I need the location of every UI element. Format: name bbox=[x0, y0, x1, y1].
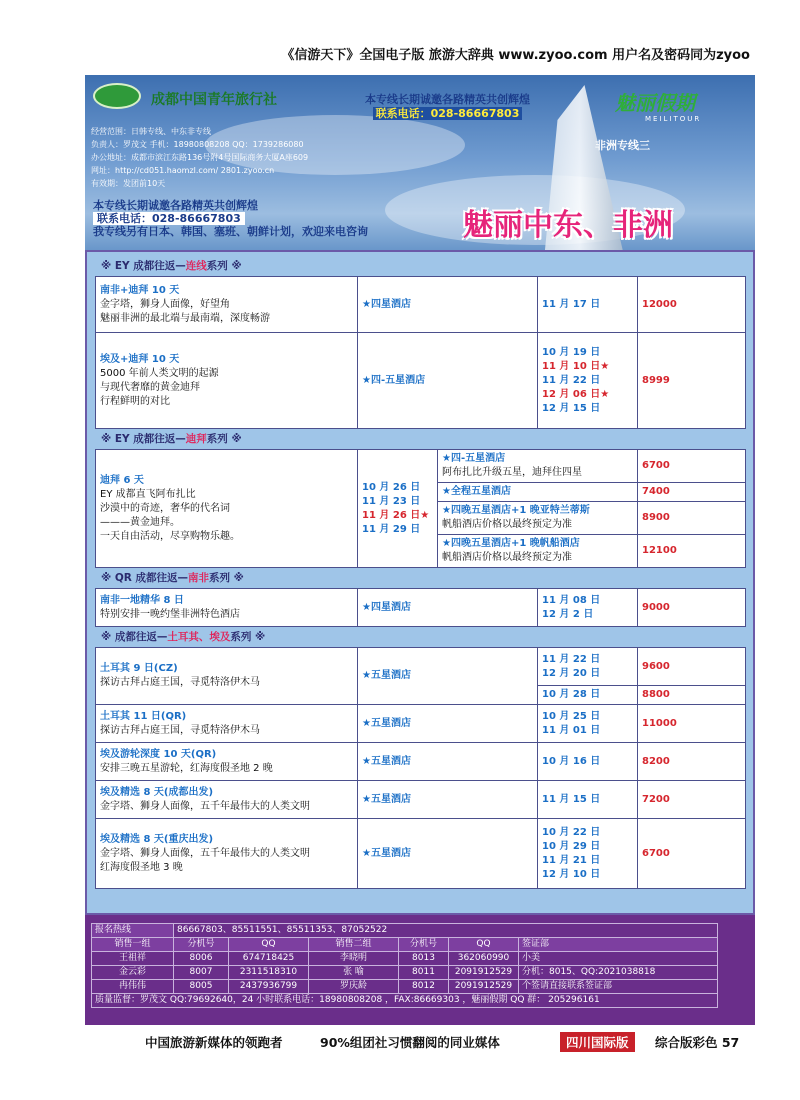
price-cell: 7400 bbox=[638, 483, 746, 502]
edition-badge: 四川国际版 bbox=[560, 1032, 635, 1052]
price-cell: 9600 bbox=[638, 648, 746, 686]
route-desc: ———黄金迪拜。 bbox=[100, 516, 180, 528]
table-row: 冉伟伟 8005 2437936799 罗庆龄 8012 2091912529 个签请直接联系签证部 bbox=[92, 980, 718, 994]
page-number: 综合版彩色 57 bbox=[655, 1035, 740, 1050]
table-row bbox=[96, 277, 746, 333]
route-desc: 特别安排一晚约堡非洲特色酒店 bbox=[100, 608, 240, 620]
agency-info-line: 办公地址：成都市滨江东路136号附4号国际商务大厦A座609 bbox=[91, 153, 309, 162]
contact-panel bbox=[85, 915, 755, 1025]
route-desc: 金字塔、狮身人面像，五千年最伟大的人类文明 bbox=[100, 800, 310, 812]
table-row bbox=[96, 450, 746, 483]
hotel-cell: ★四星酒店 bbox=[358, 277, 538, 333]
price-cell: 7200 bbox=[638, 781, 746, 819]
tagline-phone: 联系电话：028-86667803 bbox=[373, 107, 523, 120]
footer-slogan: 90%组团社习惯翻阅的同业媒体 bbox=[320, 1035, 500, 1050]
date-cell: 10 月 28 日 bbox=[538, 686, 638, 705]
hero-banner bbox=[85, 75, 755, 260]
recruit-text: 本专线长期诚邀各路精英共创辉煌 bbox=[93, 199, 258, 212]
price-cell: 6700 bbox=[638, 450, 746, 483]
route-desc: 金字塔、狮身人面像，五千年最伟大的人类文明 bbox=[100, 847, 310, 859]
route-desc: 金字塔，狮身人面像，好望角 bbox=[100, 298, 230, 310]
route-desc: 一天自由活动，尽享购物乐趣。 bbox=[100, 530, 240, 542]
route-desc: 安排三晚五星游轮，红海度假圣地 2 晚 bbox=[100, 762, 273, 774]
route-name: 南非+迪拜 10 天 bbox=[100, 284, 180, 296]
route-name: 土耳其 9 日(CZ) bbox=[100, 663, 178, 674]
route-desc: 探访古拜占庭王国，寻觅特洛伊木马 bbox=[100, 724, 260, 736]
route-desc: 探访古拜占庭王国，寻觅特洛伊木马 bbox=[100, 677, 260, 688]
price-cell: 8800 bbox=[638, 686, 746, 705]
date-cell: 11 月 15 日 bbox=[538, 781, 638, 819]
section-header: ※ 成都往返—土耳其、埃及系列 ※ bbox=[101, 631, 266, 643]
table-row: 王祖祥 8006 674718425 李晓明 8013 362060990 小美 bbox=[92, 952, 718, 966]
date-cell: 10 月 19 日 11 月 10 日★ 11 月 22 日 12 月 06 日★ 12 月 15 日 bbox=[538, 333, 638, 429]
date-cell: 10 月 16 日 bbox=[538, 743, 638, 781]
quality-supervision: 质量监督：罗茂文 QQ:79692640，24 小时联系电话：18980808208 ，FAX:86669303 ，魅丽假期 QQ 群： 205296161 bbox=[92, 994, 718, 1008]
date-cell: 10 月 25 日 11 月 01 日 bbox=[538, 705, 638, 743]
price-cell: 11000 bbox=[638, 705, 746, 743]
hotel-cell: ★五星酒店 bbox=[358, 705, 538, 743]
price-cell: 6700 bbox=[638, 819, 746, 889]
route-desc: 与现代奢靡的黄金迪拜 bbox=[100, 381, 200, 393]
table-row bbox=[96, 648, 746, 686]
table-row bbox=[96, 819, 746, 889]
hotel-cell: ★五星酒店 bbox=[358, 648, 538, 705]
route-desc: 魅丽非洲的最北端与最南端，深度畅游 bbox=[100, 312, 270, 324]
recruit-tagline bbox=[93, 199, 368, 238]
route-name: 埃及精选 8 天(重庆出发) bbox=[100, 833, 214, 845]
hotel-cell: ★四晚五星酒店+1 晚帆船酒店 帆船酒店价格以最终预定为准 bbox=[438, 535, 638, 568]
contact-table bbox=[91, 923, 718, 1008]
date-cell: 11 月 22 日 12 月 20 日 bbox=[538, 648, 638, 686]
table-row bbox=[96, 333, 746, 429]
route-label: 非洲专线三 bbox=[595, 139, 650, 152]
route-name: 土耳其 11 日(QR) bbox=[100, 710, 187, 722]
agency-logo bbox=[93, 83, 141, 109]
agency-info-line: 网址：http://cd051.haomzl.com/ 2801.zyoo.cn bbox=[91, 166, 275, 175]
table-row bbox=[96, 743, 746, 781]
table-row bbox=[96, 781, 746, 819]
recruit-phone: 联系电话：028-86667803 bbox=[93, 212, 245, 225]
route-table bbox=[95, 647, 746, 889]
tagline-text: 本专线长期诚邀各路精英共创辉煌 bbox=[365, 93, 530, 106]
table-row bbox=[92, 994, 718, 1008]
route-name: 南非一地精华 8 日 bbox=[100, 594, 184, 606]
hotel-cell: ★四星酒店 bbox=[358, 589, 538, 627]
masthead: 《信游天下》全国电子版 旅游大辞典 www.zyoo.com 用户名及密码同为zyoo bbox=[281, 48, 750, 63]
price-cell: 12000 bbox=[638, 277, 746, 333]
hotel-cell: ★四晚五星酒店+1 晚亚特兰蒂斯 帆船酒店价格以最终预定为准 bbox=[438, 502, 638, 535]
table-row bbox=[96, 589, 746, 627]
hotel-cell: ★五星酒店 bbox=[358, 743, 538, 781]
route-name: 埃及精选 8 天(成都出发) bbox=[100, 786, 214, 798]
date-cell: 10 月 26 日 11 月 23 日 11 月 26 日★ 11 月 29 日 bbox=[358, 450, 438, 568]
recruit-note: 我专线另有日本、韩国、塞班、朝鲜计划，欢迎来电咨询 bbox=[93, 225, 368, 238]
section-header: ※ QR 成都往返—南非系列 ※ bbox=[101, 572, 244, 584]
agency-info-line: 有效期：发团前10天 bbox=[91, 179, 166, 188]
price-cell: 8900 bbox=[638, 502, 746, 535]
date-cell: 11 月 08 日 12 月 2 日 bbox=[538, 589, 638, 627]
agency-info-line: 负责人：罗茂文 手机：18980808208 QQ：1739286080 bbox=[91, 140, 304, 149]
brand-logo: 魅丽假期 bbox=[615, 91, 695, 115]
hotline-label: 报名热线 bbox=[92, 924, 174, 938]
date-cell: 11 月 17 日 bbox=[538, 277, 638, 333]
route-desc: EY 成都直飞阿布扎比 bbox=[100, 488, 196, 500]
table-row: 销售一组 分机号 QQ 销售二组 分机号 QQ 签证部 bbox=[92, 938, 718, 952]
section-header: ※ EY 成都往返—连线系列 ※ bbox=[101, 260, 242, 272]
route-desc: 红海度假圣地 3 晚 bbox=[100, 861, 183, 873]
route-desc: 行程鲜明的对比 bbox=[100, 395, 170, 407]
hotel-cell: ★全程五星酒店 bbox=[438, 483, 638, 502]
page-title: 魅丽中东、非洲 bbox=[463, 208, 673, 243]
brand-subtitle: MEILITOUR bbox=[645, 115, 702, 123]
route-name: 埃及+迪拜 10 天 bbox=[100, 353, 180, 365]
route-name: 迪拜 6 天 bbox=[100, 474, 144, 486]
route-desc: 5000 年前人类文明的起源 bbox=[100, 367, 219, 379]
footer-slogan: 中国旅游新媒体的领跑者 bbox=[145, 1035, 283, 1050]
price-cell: 8200 bbox=[638, 743, 746, 781]
hotel-cell: ★四-五星酒店 bbox=[358, 333, 538, 429]
agency-info bbox=[91, 125, 308, 190]
agency-name: 成都中国青年旅行社 bbox=[151, 92, 277, 108]
hotline-numbers: 86667803、85511551、85511353、87052522 bbox=[174, 924, 718, 938]
route-desc: 沙漠中的奇迹，奢华的代名词 bbox=[100, 502, 230, 514]
section-header: ※ EY 成都往返—迪拜系列 ※ bbox=[101, 433, 242, 445]
route-table-panel bbox=[85, 250, 755, 915]
table-row bbox=[92, 924, 718, 938]
route-table bbox=[95, 276, 746, 429]
hotel-cell: ★五星酒店 bbox=[358, 819, 538, 889]
price-cell: 9000 bbox=[638, 589, 746, 627]
hotel-cell: ★四-五星酒店 阿布扎比升级五星，迪拜住四星 bbox=[438, 450, 638, 483]
agency-info-line: 经营范围：日韩专线、中东非专线 bbox=[91, 127, 211, 136]
route-table bbox=[95, 588, 746, 627]
price-cell: 8999 bbox=[638, 333, 746, 429]
hotel-cell: ★五星酒店 bbox=[358, 781, 538, 819]
route-name: 埃及游轮深度 10 天(QR) bbox=[100, 748, 217, 760]
page-footer bbox=[0, 1033, 800, 1051]
price-cell: 12100 bbox=[638, 535, 746, 568]
table-row: 金云彩 8007 2311518310 张 喻 8011 2091912529 分机：8015、QQ:2021038818 bbox=[92, 966, 718, 980]
route-table bbox=[95, 449, 746, 568]
date-cell: 10 月 22 日 10 月 29 日 11 月 21 日 12 月 10 日 bbox=[538, 819, 638, 889]
table-row bbox=[96, 705, 746, 743]
header-tagline bbox=[365, 93, 530, 121]
